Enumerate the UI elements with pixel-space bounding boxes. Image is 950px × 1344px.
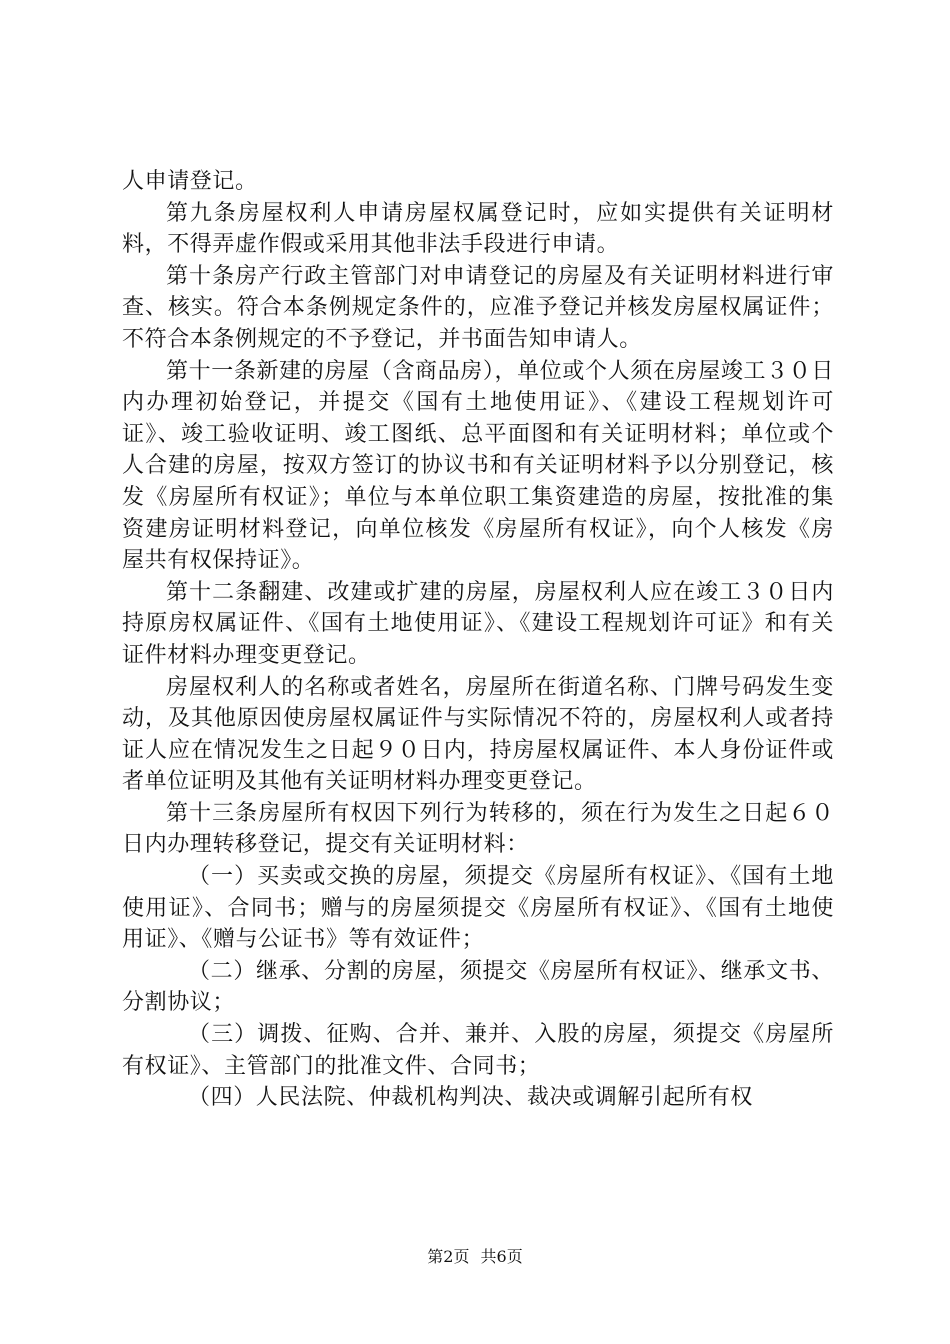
list-item-3: （三）调拨、征购、合并、兼并、入股的房屋，须提交《房屋所有权证》、主管部门的批准文件、合同书； [122,1022,834,1079]
paragraph-article-10: 第十条房产行政主管部门对申请登记的房屋及有关证明材料进行审查、核实。符合本条例规定条件的，应准予登记并核发房屋权属证件；不符合本条例规定的不予登记，并书面告知申请人。 [122,263,834,352]
list-item-2: （二）继承、分割的房屋，须提交《房屋所有权证》、继承文书、分割协议； [122,958,834,1016]
page-footer [0,1244,950,1267]
paragraph-article-13: 第十三条房屋所有权因下列行为转移的，须在行为发生之日起６０日内办理转移登记，提交有关证明材料： [122,800,834,858]
paragraph-change-registration: 房屋权利人的名称或者姓名，房屋所在街道名称、门牌号码发生变动，及其他原因使房屋权属证件与实际情况不符的，房屋权利人或者持证人应在情况发生之日起９０日内，持房屋权属证件、本人身份证件或者单位证明及其他有关证明材料办理变更登记。 [122,674,834,795]
page-total: 共6页 [480,1247,523,1266]
paragraph-article-9: 第九条房屋权利人申请房屋权属登记时，应如实提供有关证明材料，不得弄虚作假或采用其他非法手段进行申请。 [122,200,834,258]
paragraph-article-12: 第十二条翻建、改建或扩建的房屋，房屋权利人应在竣工３０日内持原房权属证件、《国有土地使用证》、《建设工程规划许可证》和有关证件材料办理变更登记。 [122,579,834,668]
paragraph-article-11: 第十一条新建的房屋（含商品房），单位或个人须在房屋竣工３０日内办理初始登记，并提交《国有土地使用证》、《建设工程规划许可证》、竣工验收证明、竣工图纸、总平面图和有关证明材料；单位或个人合建的房屋，按双方签订的协议书和有关证明材料予以分别登记，核发《房屋所有权证》；单位与本单位职工集资建造的房屋，按批准的集资建房证明材料登记，向单位核发《房屋所有权证》，向个人核发《房屋共有权保持证》。 [122,358,834,574]
list-item-4: （四）人民法院、仲裁机构判决、裁决或调解引起所有权 [188,1085,754,1111]
page-number: 第2页 [427,1247,470,1266]
list-item-1: （一）买卖或交换的房屋，须提交《房屋所有权证》、《国有土地使用证》、合同书；赠与的房屋须提交《房屋所有权证》、《国有土地使用证》、《赠与公证书》等有效证件； [122,864,834,953]
document-body [122,166,834,1114]
paragraph-0: 人申请登记。 [122,169,258,194]
